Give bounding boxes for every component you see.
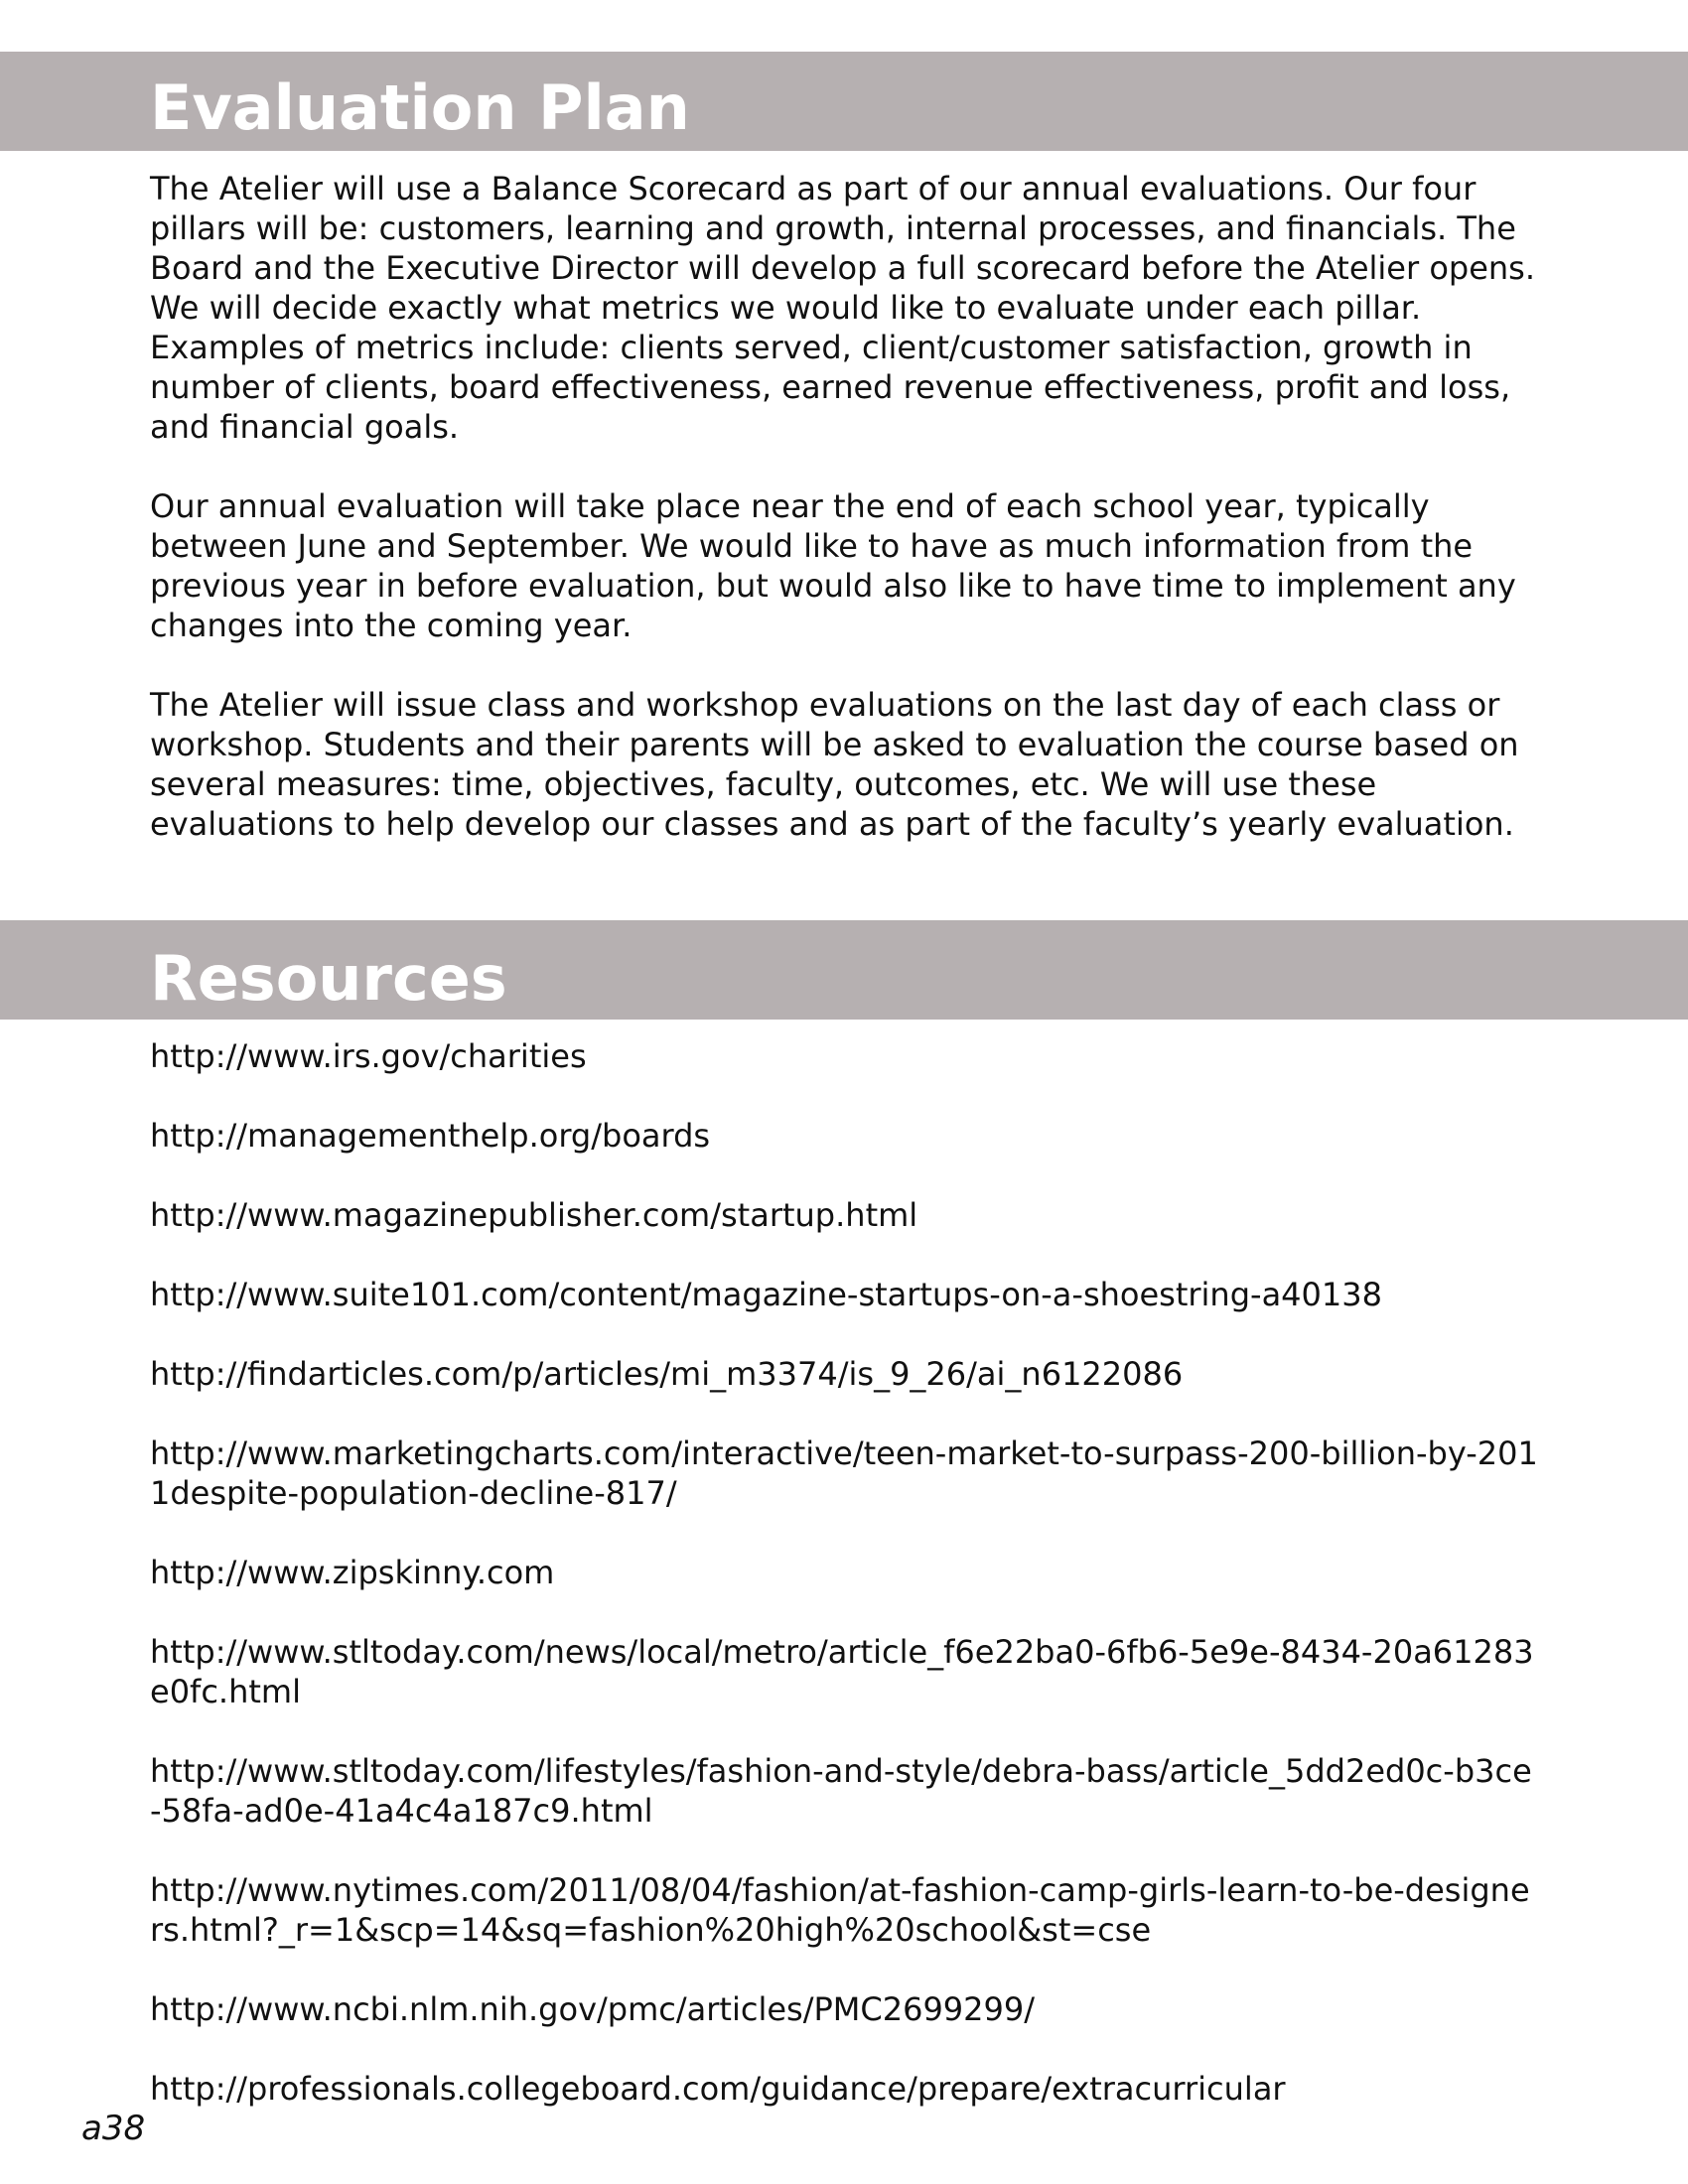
resource-link-managementhelp[interactable]: http://managementhelp.org/boards — [150, 1117, 711, 1155]
list-item — [150, 1632, 1540, 1711]
resource-link-zipskinny[interactable]: http://www.zipskinny.com — [150, 1554, 555, 1591]
list-item — [150, 1116, 1540, 1156]
resources-link-list — [150, 1036, 1540, 2148]
list-item — [150, 1036, 1540, 1076]
resource-link-nytimes[interactable]: http://www.nytimes.com/2011/08/04/fashion/at-fashion-camp-girls-learn-to-be-designers.html?_r=1&scp=14&sq=fashion%20high%20school&st=cse — [150, 1871, 1530, 1949]
list-item — [150, 1354, 1540, 1394]
resource-link-suite101[interactable]: http://www.suite101.com/content/magazine-startups-on-a-shoestring-a40138 — [150, 1276, 1382, 1313]
evaluation-paragraph-scorecard: The Atelier will use a Balance Scorecard as part of our annual evaluations. Our four pillars will be: customers, learning and growth, internal processes, and financials. The Board and the Executive Director will develop a full scorecard before the Atelier opens. We will decide exactly what metrics we would like to evaluate under each pillar. Examples of metrics include: clients served, client/customer satisfaction, growth in number of clients, board effectiveness, earned revenue effectiveness, profit and loss, and financial goals. — [150, 170, 1536, 446]
list-item — [150, 1195, 1540, 1235]
evaluation-paragraph-class-evaluations: The Atelier will issue class and workshop evaluations on the last day of each class or workshop. Students and their parents will be asked to evaluation the course based on several measures: time, objectives, faculty, outcomes, etc. We will use these evaluations to help develop our classes and as part of the faculty’s yearly evaluation. — [150, 686, 1519, 843]
resource-link-marketingcharts[interactable]: http://www.marketingcharts.com/interactive/teen-market-to-surpass-200-billion-by-2011despite-population-decline-817/ — [150, 1434, 1538, 1512]
evaluation-paragraph-annual-timing: Our annual evaluation will take place near the end of each school year, typically between June and September. We would like to have as much information from the previous year in before evaluation, but would also like to have time to implement any changes into the coming year. — [150, 487, 1516, 644]
resource-link-findarticles[interactable]: http://findarticles.com/p/articles/mi_m3374/is_9_26/ai_n6122086 — [150, 1355, 1184, 1393]
list-item — [150, 2069, 1540, 2109]
list-item — [150, 1553, 1540, 1592]
list-item — [150, 1751, 1540, 1831]
resource-link-stltoday-metro[interactable]: http://www.stltoday.com/news/local/metro/article_f6e22ba0-6fb6-5e9e-8434-20a61283e0fc.html — [150, 1633, 1534, 1710]
list-item — [150, 1275, 1540, 1314]
resource-link-magazinepublisher[interactable]: http://www.magazinepublisher.com/startup.html — [150, 1196, 918, 1234]
list-item — [150, 1989, 1540, 2029]
resource-link-stltoday-fashion[interactable]: http://www.stltoday.com/lifestyles/fashion-and-style/debra-bass/article_5dd2ed0c-b3ce-58fa-ad0e-41a4c4a187c9.html — [150, 1752, 1532, 1830]
resource-link-collegeboard[interactable]: http://professionals.collegeboard.com/guidance/prepare/extracurricular — [150, 2070, 1286, 2108]
evaluation-plan-heading: Evaluation Plan — [150, 71, 690, 144]
resource-link-irs[interactable]: http://www.irs.gov/charities — [150, 1037, 587, 1075]
list-item — [150, 1433, 1540, 1513]
resources-heading: Resources — [150, 942, 507, 1015]
page-number: a38 — [81, 2109, 146, 2148]
list-item — [150, 1870, 1540, 1950]
resource-link-ncbi[interactable]: http://www.ncbi.nlm.nih.gov/pmc/articles/PMC2699299/ — [150, 1990, 1036, 2028]
